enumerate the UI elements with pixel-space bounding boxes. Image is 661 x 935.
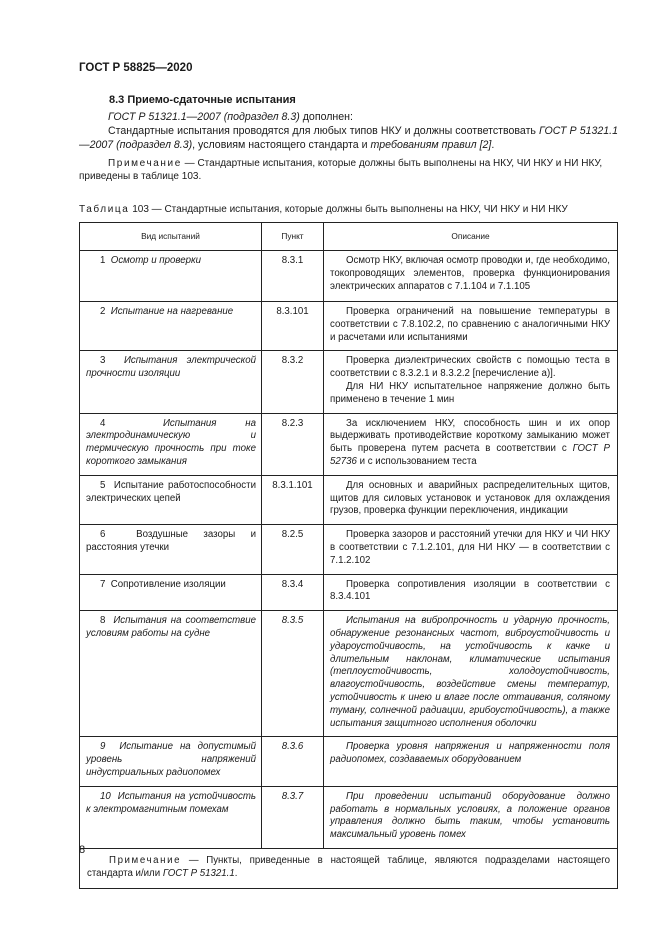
table-footnote: Примечание — Пункты, приведенные в настоящей таблице, являются подразделами настоящего стандарта и/или ГОСТ Р 51321.1.	[80, 848, 618, 889]
table-row	[80, 413, 618, 475]
tests-table	[79, 222, 618, 889]
table-row	[80, 302, 618, 351]
test-description: За исключением НКУ, способность шин и их опор выдерживать противодействие короткому замыканию может быть проверена путем расчета в соответствии с ГОСТ Р 52736 и с использованием теста	[324, 413, 618, 475]
table-row	[80, 574, 618, 611]
test-name: 2 Испытание на нагревание	[80, 302, 262, 351]
test-description: Для основных и аварийных распределительных щитов, щитов для силовых установок и установок для охлаждения грузов, проверка функции переключения, индикации	[324, 475, 618, 524]
test-clause: 8.3.101	[262, 302, 324, 351]
test-description: Проверка сопротивления изоляции в соответствии с 8.3.4.101	[324, 574, 618, 611]
table-caption-label: Таблица	[79, 204, 130, 215]
rules-ref: требованиям правил [2]	[370, 139, 492, 152]
test-name: 3 Испытания электрической прочности изоляции	[80, 351, 262, 413]
note-label: Примечание	[108, 158, 182, 169]
column-header-clause: Пункт	[262, 223, 324, 251]
test-clause: 8.3.4	[262, 574, 324, 611]
table-row	[80, 786, 618, 848]
test-name: 4 Испытания на электродинамическую и термическую прочность при токе короткого замыкания	[80, 413, 262, 475]
test-name: 1 Осмотр и проверки	[80, 251, 262, 302]
note-label: Примечание	[109, 854, 182, 866]
column-header-description: Описание	[324, 223, 618, 251]
table-row	[80, 737, 618, 786]
table-row	[80, 351, 618, 413]
test-clause: 8.2.5	[262, 525, 324, 574]
test-name: 10 Испытания на устойчивость к электромагнитным помехам	[80, 786, 262, 848]
test-clause: 8.3.2	[262, 351, 324, 413]
table-header-row	[80, 223, 618, 251]
paragraph-amendment: ГОСТ Р 51321.1—2007 (подраздел 8.3) дополнен:	[108, 111, 353, 123]
test-clause: 8.3.1	[262, 251, 324, 302]
test-description: Проверка ограничений на повышение температуры в соответствии с 7.8.102.2, по сравнению с аналогичными НКУ и расчетами или испытаниями	[324, 302, 618, 351]
section-title: 8.3 Приемо-сдаточные испытания	[109, 94, 296, 106]
test-description: Осмотр НКУ, включая осмотр проводки и, где необходимо, токопроводящих элементов, проверка функционирования электрических аппаратов с 7.1.104 и 7.1.105	[324, 251, 618, 302]
table-row	[80, 251, 618, 302]
test-clause: 8.3.5	[262, 611, 324, 737]
test-clause: 8.3.7	[262, 786, 324, 848]
test-clause: 8.2.3	[262, 413, 324, 475]
test-name: 6 Воздушные зазоры и расстояния утечки	[80, 525, 262, 574]
paragraph-standard-tests: Стандартные испытания проводятся для любых типов НКУ и должны соответствовать ГОСТ Р 51321.1—2007 (подраздел 8.3), условиям настоящего стандарта и требованиям правил [2].	[79, 125, 618, 152]
test-name: 7 Сопротивление изоляции	[80, 574, 262, 611]
test-description: Проверка диэлектрических свойств с помощью теста в соответствии с 8.3.2.1 и 8.3.2.2 [перечисление а)]. Для НИ НКУ испытательное напряжение должно быть применено в течение 1 мин	[324, 351, 618, 413]
table-row	[80, 611, 618, 737]
test-name: 8 Испытания на соответствие условиям работы на судне	[80, 611, 262, 737]
test-clause: 8.3.6	[262, 737, 324, 786]
standard-ref: ГОСТ Р 51321.1—2007 (подраздел 8.3)	[79, 125, 618, 152]
test-description: При проведении испытаний оборудование должно работать в нормальных условиях, а положение органов управления должно быть таким, чтобы установить максимальный уровень помех	[324, 786, 618, 848]
note-paragraph: Примечание — Стандартные испытания, которые должны быть выполнены на НКУ, ЧИ НКУ и НИ НКУ, приведены в таблице 103.	[79, 158, 603, 183]
test-description: Проверка уровня напряжения и напряженности поля радиопомех, создаваемых оборудованием	[324, 737, 618, 786]
column-header-test-type: Вид испытаний	[80, 223, 262, 251]
standard-ref: ГОСТ Р 51321.1—2007 (подраздел 8.3)	[108, 111, 300, 123]
document-code: ГОСТ Р 58825—2020	[79, 62, 193, 74]
test-name: 5 Испытание работоспособности электрических цепей	[80, 475, 262, 524]
test-name: 9 Испытание на допустимый уровень напряжений индустриальных радиопомех	[80, 737, 262, 786]
table-row	[80, 475, 618, 524]
test-description: Испытания на вибропрочность и ударную прочность, обнаружение резонансных частот, виброустойчивость и удароустойчивость, на устойчивость к качке и длительным наклонам, климатические испытания (теплоустойчивость, холодоустойчивость, влагоустойчивость, воздействие смены температур, устойчивость к инею и влаге после оттаивания, соляному туману, солнечной радиации, грибоустойчивость), а также испытания защитного исполнения оболочки	[324, 611, 618, 737]
test-clause: 8.3.1.101	[262, 475, 324, 524]
table-caption: Таблица 103 — Стандартные испытания, которые должны быть выполнены на НКУ, ЧИ НКУ и НИ НКУ	[79, 204, 568, 215]
page-number: 8	[79, 844, 86, 856]
table-footnote-row	[80, 848, 618, 889]
table-row	[80, 525, 618, 574]
test-description: Проверка зазоров и расстояний утечки для НКУ и ЧИ НКУ в соответствии с 7.1.2.101, для НИ НКУ — в соответствии с 7.1.2.102	[324, 525, 618, 574]
